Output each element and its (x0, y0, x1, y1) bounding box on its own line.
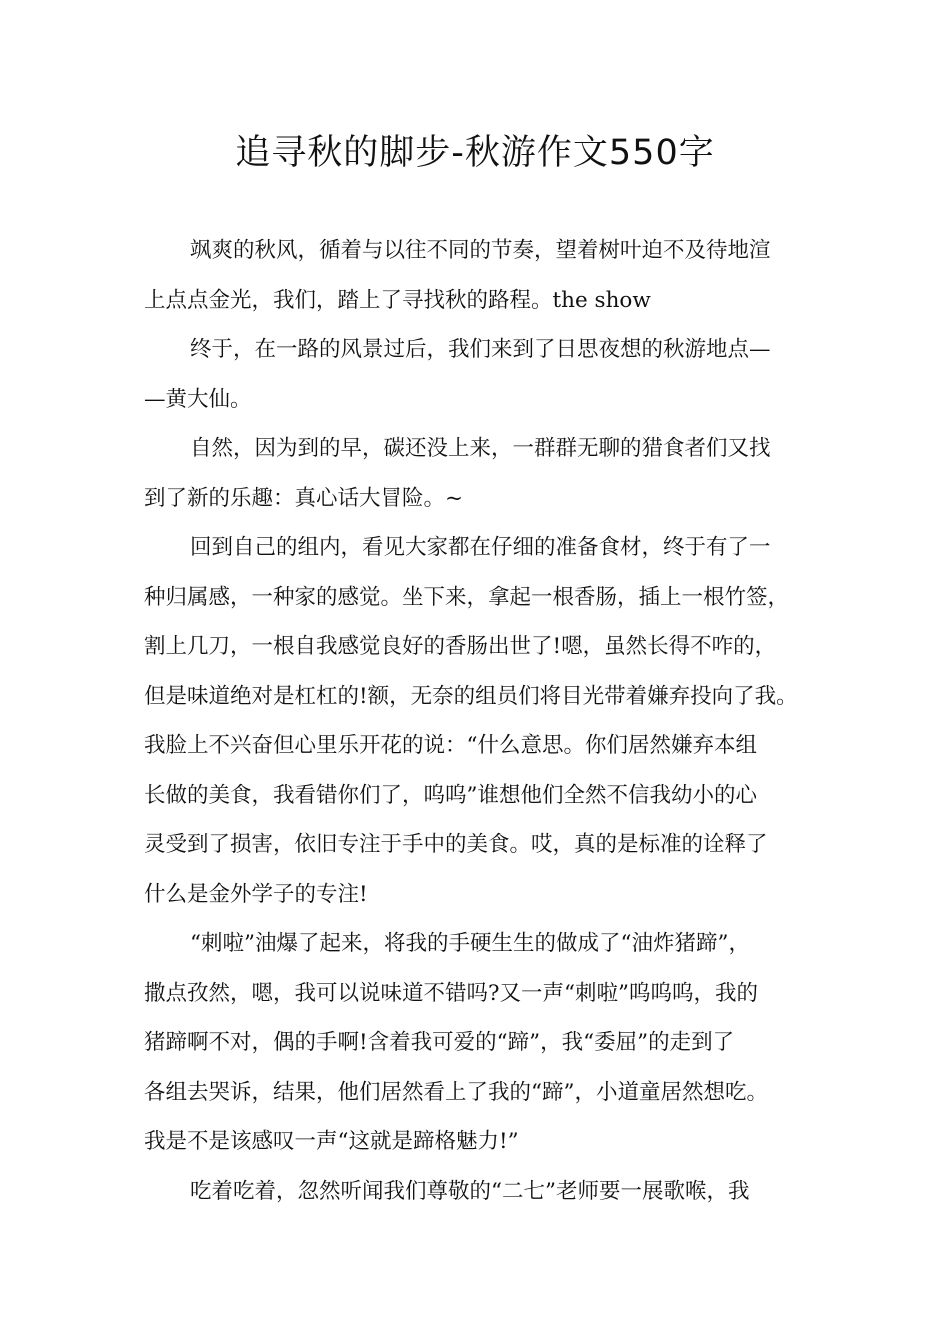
text-line: 但是味道绝对是杠杠的!额，无奈的组员们将目光带着嫌弃投向了我。 (144, 683, 798, 709)
text-line: 长做的美食，我看错你们了，呜呜”谁想他们全然不信我幼小的心 (144, 782, 757, 808)
text-line: 各组去哭诉，结果，他们居然看上了我的“蹄”，小道童居然想吃。 (144, 1079, 768, 1105)
text-line: 割上几刀，一根自我感觉良好的香肠出世了!嗯，虽然长得不咋的， (144, 634, 777, 659)
text-line: 回到自己的组内，看见大家都在仔细的准备食材，终于有了一 (190, 535, 771, 560)
text-line: 飒爽的秋风，循着与以往不同的节奏，望着树叶迫不及待地渲 (190, 238, 771, 263)
document-body (144, 226, 824, 1216)
text-line: 我是不是该感叹一声“这就是蹄格魅力!” (144, 1129, 519, 1154)
text-line: 猪蹄啊不对，偶的手啊!含着我可爱的“蹄”，我“委屈”的走到了 (144, 1030, 735, 1055)
text-line: 我脸上不兴奋但心里乐开花的说：“什么意思。你们居然嫌弃本组 (144, 733, 757, 758)
text-line: 到了新的乐趣：真心话大冒险。~ (144, 485, 464, 511)
text-line: 种归属感，一种家的感觉。坐下来，拿起一根香肠，插上一根竹签， (144, 584, 790, 610)
text-line: 撒点孜然，嗯，我可以说味道不错吗?又一声“刺啦”呜呜呜，我的 (144, 980, 759, 1006)
text-line: 自然，因为到的早，碳还没上来，一群群无聊的猎食者们又找 (190, 436, 771, 461)
text-line: 终于，在一路的风景过后，我们来到了日思夜想的秋游地点— (190, 337, 771, 362)
text-line: “刺啦”油爆了起来，将我的手硬生生的做成了“油炸猪蹄”， (190, 931, 750, 956)
text-line: —黄大仙。 (144, 386, 252, 412)
text-line: 什么是金外学子的专注! (144, 881, 368, 907)
text-line: 灵受到了损害，依旧专注于手中的美食。哎，真的是标准的诠释了 (144, 832, 768, 857)
text-line: 吃着吃着，忽然听闻我们尊敬的“二七”老师要一展歌喉，我 (190, 1178, 750, 1204)
document-title: 追寻秋的脚步-秋游作文550字 (235, 133, 715, 173)
text-line: 上点点金光，我们，踏上了寻找秋的路程。the show (144, 287, 651, 313)
